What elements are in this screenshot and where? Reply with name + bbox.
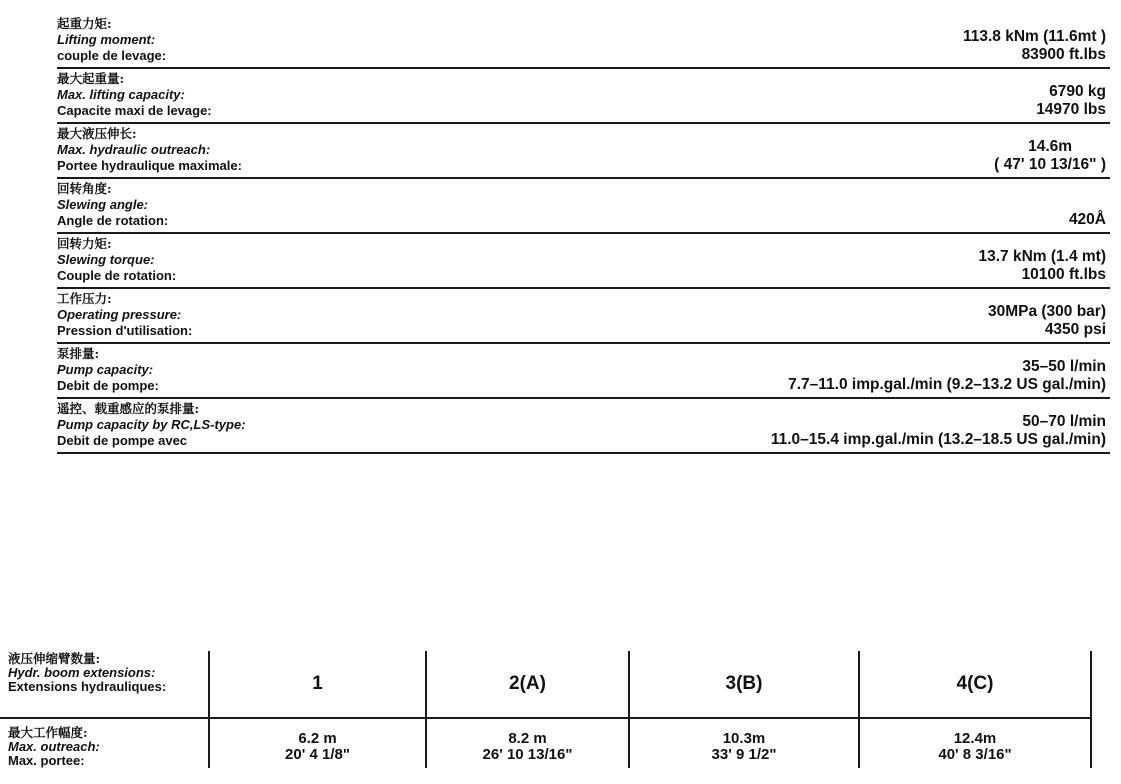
spec-max-lifting-capacity	[57, 69, 1110, 124]
spec-slewing-angle	[57, 179, 1110, 234]
outreach-label	[0, 718, 209, 768]
spec-list	[57, 14, 1110, 454]
spec-label-en: Pump capacity by RC,LS-type:	[57, 417, 246, 432]
outreach-imperial: 20' 4 1/8"	[285, 746, 350, 763]
outreach-imperial: 40' 8 3/16"	[938, 746, 1012, 763]
spec-label-zh: 回转角度:	[57, 181, 112, 196]
spec-pump-capacity-rc-ls	[57, 399, 1110, 454]
spec-value-line: 13.7 kNm (1.4 mt)	[978, 248, 1106, 265]
spec-max-hydraulic-outreach	[57, 124, 1110, 179]
spec-label-fr: Debit de pompe avec	[57, 433, 188, 448]
label-zh: 液压伸缩臂数量:	[8, 651, 101, 666]
spec-label-zh: 最大液压伸长:	[57, 126, 137, 141]
outreach-cell	[209, 718, 426, 768]
spec-value-line: 4350 psi	[1044, 321, 1106, 338]
spec-value-line: 14970 lbs	[1036, 101, 1106, 118]
outreach-imperial: 33' 9 1/2"	[711, 746, 777, 763]
spec-label-zh: 工作压力:	[57, 291, 112, 306]
spec-label-zh: 最大起重量:	[57, 71, 125, 86]
spec-label-en: Max. lifting capacity:	[57, 87, 185, 102]
column-header: 2(A)	[426, 651, 629, 718]
label-fr: Max. portee:	[8, 753, 85, 768]
column-header: 3(B)	[629, 651, 859, 718]
extensions-label	[0, 651, 209, 718]
spec-label-fr: couple de levage:	[57, 48, 167, 63]
spec-value-line: 83900 ft.lbs	[1021, 46, 1106, 63]
spec-value-line: 11.0–15.4 imp.gal./min (13.2–18.5 US gal./min)	[770, 431, 1106, 448]
spec-value	[988, 303, 1106, 339]
spec-lifting-moment	[57, 14, 1110, 69]
spec-value-line: 6790 kg	[1049, 83, 1106, 100]
spec-value-line: 14.6m	[1028, 138, 1073, 155]
outreach-imperial: 26' 10 13/16"	[482, 746, 573, 763]
spec-label-zh: 遥控、载重感应的泵排量:	[57, 401, 200, 416]
spec-value-line: 113.8 kNm (11.6mt )	[962, 28, 1106, 45]
spec-label-en: Slewing torque:	[57, 252, 155, 267]
table-row	[0, 718, 1091, 768]
spec-value-line: 50–70 l/min	[1022, 413, 1106, 430]
spec-value-line: 7.7–11.0 imp.gal./min (9.2–13.2 US gal./min)	[788, 376, 1106, 393]
boom-extensions-table	[0, 651, 1121, 768]
spec-label-en: Max. hydraulic outreach:	[57, 142, 211, 157]
spec-label-zh: 起重力矩:	[57, 16, 112, 31]
spec-value	[994, 138, 1106, 174]
spec-pump-capacity	[57, 344, 1110, 399]
spec-value-line: 10100 ft.lbs	[1021, 266, 1106, 283]
outreach-cell	[629, 718, 859, 768]
spec-label-fr: Couple de rotation:	[57, 268, 177, 283]
spec-label-fr: Debit de pompe:	[57, 378, 159, 393]
spec-value-line: 420Å	[1068, 211, 1106, 228]
spec-label-zh: 回转力矩:	[57, 236, 112, 251]
table-row	[0, 651, 1091, 718]
spec-label-fr: Angle de rotation:	[57, 213, 169, 228]
outreach-metric: 10.3m	[722, 730, 766, 747]
label-en: Max. outreach:	[8, 739, 100, 754]
spec-label-zh: 泵排量:	[57, 346, 100, 361]
spec-slewing-torque	[57, 234, 1110, 289]
spec-label-en: Slewing angle:	[57, 197, 149, 212]
spec-label-fr: Capacite maxi de levage:	[57, 103, 212, 118]
spec-value	[1069, 211, 1106, 229]
spec-label-fr: Portee hydraulique maximale:	[57, 158, 242, 173]
outreach-cell	[859, 718, 1091, 768]
spec-value	[963, 28, 1106, 64]
label-en: Hydr. boom extensions:	[8, 665, 156, 680]
column-header: 4(C)	[859, 651, 1091, 718]
spec-value-line: 30MPa (300 bar)	[987, 303, 1106, 320]
spec-operating-pressure	[57, 289, 1110, 344]
outreach-metric: 12.4m	[953, 730, 997, 747]
label-zh: 最大工作幅度:	[8, 725, 88, 740]
outreach-metric: 6.2 m	[298, 730, 337, 747]
spec-value-line: ( 47' 10 13/16" )	[994, 156, 1106, 173]
spec-value	[771, 413, 1106, 449]
column-header: 1	[209, 651, 426, 718]
spec-value	[1036, 83, 1106, 119]
label-fr: Extensions hydrauliques:	[8, 679, 167, 694]
spec-label-fr: Pression d'utilisation:	[57, 323, 193, 338]
outreach-cell	[426, 718, 629, 768]
spec-value	[979, 248, 1107, 284]
spec-value	[788, 358, 1106, 394]
spec-value-line: 35–50 l/min	[1022, 358, 1106, 375]
spec-label-en: Operating pressure:	[57, 307, 182, 322]
spec-label-en: Lifting moment:	[57, 32, 156, 47]
outreach-metric: 8.2 m	[508, 730, 547, 747]
spec-label-en: Pump capacity:	[57, 362, 154, 377]
